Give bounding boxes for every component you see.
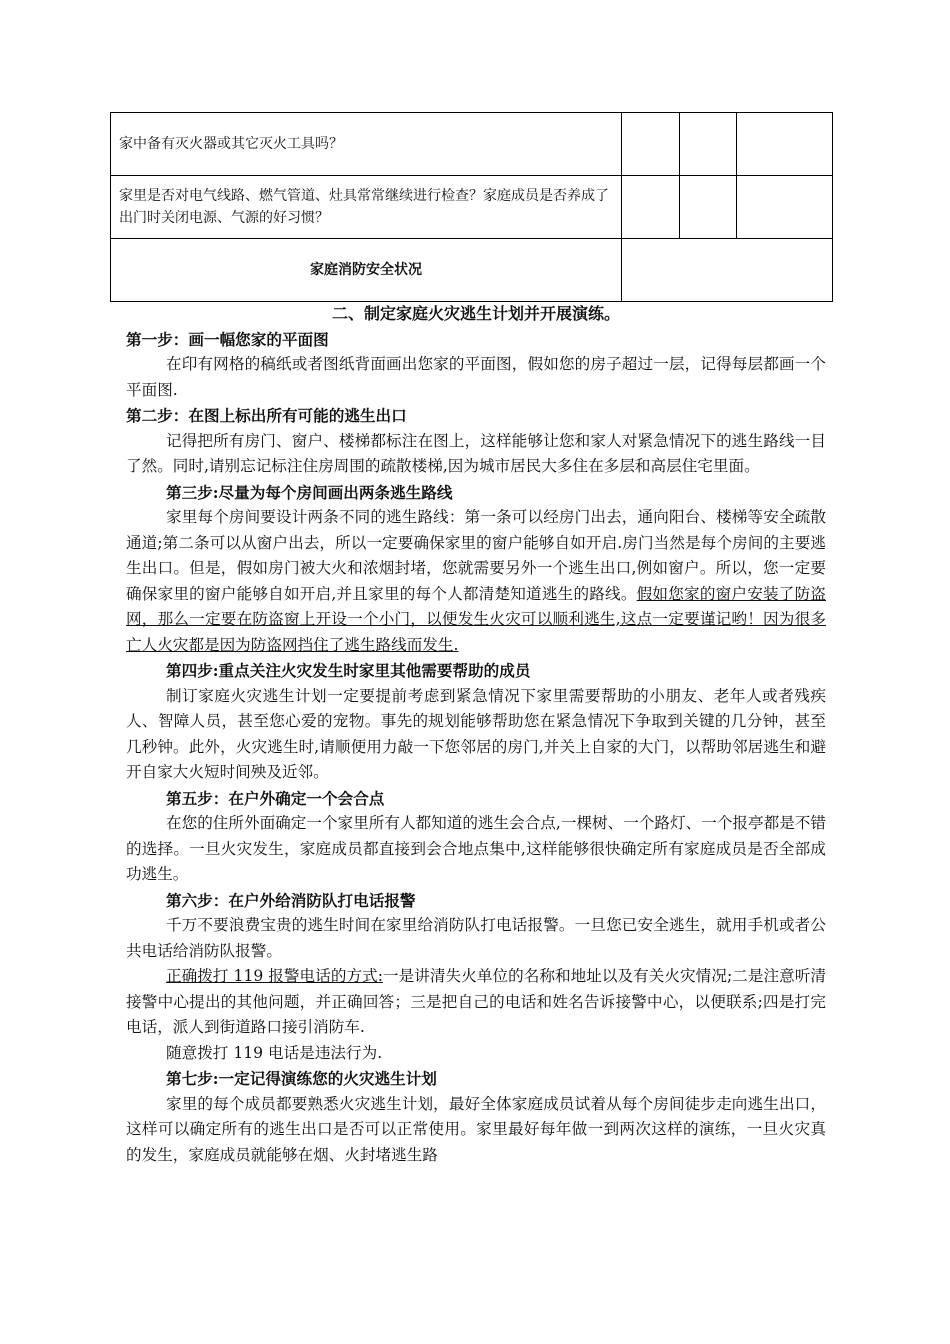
table-row	[111, 176, 833, 239]
step-3-text: 家里每个房间要设计两条不同的逃生路线：第一条可以经房门出去，通向阳台、楼梯等安全疏散通道;第二条可以从窗户出去，所以一定要确保家里的窗户能够自如开启.房门当然是每个房间的主要逃生出口。但是，假如房门被大火和浓烟封堵，您就需要另外一个逃生出口,例如窗户。所以，您一定要确保家里的窗户能够自如开启,并且家里的每个人都清楚知道逃生的路线。	[126, 508, 826, 603]
table-cell-check	[622, 176, 680, 239]
step-1-title: 第一步：画一幅您家的平面图	[126, 329, 329, 349]
table-summary-row	[111, 239, 833, 302]
document-body	[126, 301, 826, 1168]
step-6-text-2: 一是讲清失火单位的名称和地址以及有关火灾情况;二是注意听清接警中心提出的其他问题，并正确回答；三是把自己的电话和姓名告诉接警中心，以便联系;四是打完电话，派人到街道路口接引消防车.	[126, 967, 826, 1036]
step-2-title: 第二步：在图上标出所有可能的逃生出口	[126, 406, 407, 425]
section-title: 二、制定家庭火灾逃生计划并开展演练。	[331, 304, 620, 323]
summary-label: 家庭消防安全状况	[111, 239, 622, 302]
step-4-title: 第四步:重点关注火灾发生时家里其他需要帮助的成员	[166, 661, 531, 680]
step-3-underlined-note: 假如您家的窗户安装了防盗网，那么一定要在防盗窗上开设一个小门，以便发生火灾可以顺利逃生,这点一定要谨记哟！因为很多亡人火灾都是因为防盗网挡住了逃生路线而发生.	[126, 584, 826, 654]
table-cell-check	[737, 176, 833, 239]
table-cell-question: 家中备有灭火器或其它灭火工具吗？	[111, 113, 622, 176]
step-6-paragraph-2	[126, 964, 826, 1041]
step-7-title: 第七步:一定记得演练您的火灾逃生计划	[166, 1069, 437, 1088]
step-1-text: 在印有网格的稿纸或者图纸背面画出您家的平面图，假如您的房子超过一层，记得每层都画一个平面图.	[126, 355, 826, 399]
step-3-paragraph	[126, 505, 826, 658]
step-6-text: 千万不要浪费宝贵的逃生时间在家里给消防队打电话报警。一旦您已安全逃生，就用手机或者公共电话给消防队报警。	[126, 916, 826, 960]
table-row	[111, 113, 833, 176]
step-5-title: 第五步：在户外确定一个会合点	[166, 788, 385, 808]
step-6-text-3: 随意拨打 119 电话是违法行为.	[166, 1043, 383, 1062]
summary-value-cell	[622, 239, 833, 302]
table-cell-question: 家里是否对电气线路、燃气管道、灶具常常继续进行检查？家庭成员是否养成了出门时关闭电源、气源的好习惯？	[111, 176, 622, 239]
table-cell-check	[680, 176, 737, 239]
step-3-title: 第三步:尽量为每个房间画出两条逃生路线	[166, 482, 453, 502]
step-7-text: 家里的每个成员都要熟悉火灾逃生计划，最好全体家庭成员试着从每个房间徒步走向逃生出口，这样可以确定所有的逃生出口是否可以正常使用。家里最好每年做一到两次这样的演练，一旦火灾真的发生，家庭成员就能够在烟、火封堵逃生路	[126, 1094, 826, 1164]
table-cell-check	[737, 113, 833, 176]
step-5-text: 在您的住所外面确定一个家里所有人都知道的逃生会合点,一棵树、一个路灯、一个报亭都是不错的选择。一旦火灾发生，家庭成员都直接到会合地点集中,这样能够很快确定所有家庭成员是否全部成功逃生。	[126, 814, 826, 883]
step-6-underlined-heading: 正确拨打 119 报警电话的方式:	[166, 967, 383, 985]
step-4-text: 制订家庭火灾逃生计划一定要提前考虑到紧急情况下家里需要帮助的小朋友、老年人或者残疾人、智障人员，甚至您心爱的宠物。事先的规划能够帮助您在紧急情况下争取到关键的几分钟，甚至几秒钟。此外，火灾逃生时,请顺便用力敲一下您邻居的房门,并关上自家的大门，以帮助邻居逃生和避开自家大火短时间殃及近邻。	[126, 686, 826, 781]
step-6-title: 第六步：在户外给消防队打电话报警	[166, 890, 416, 910]
step-2-text: 记得把所有房门、窗户、楼梯都标注在图上，这样能够让您和家人对紧急情况下的逃生路线一目了然。同时,请别忘记标注住房周围的疏散楼梯,因为城市居民大多住在多层和高层住宅里面。	[126, 431, 826, 475]
table-cell-check	[622, 113, 680, 176]
safety-checklist-table	[110, 112, 833, 302]
table-cell-check	[680, 113, 737, 176]
